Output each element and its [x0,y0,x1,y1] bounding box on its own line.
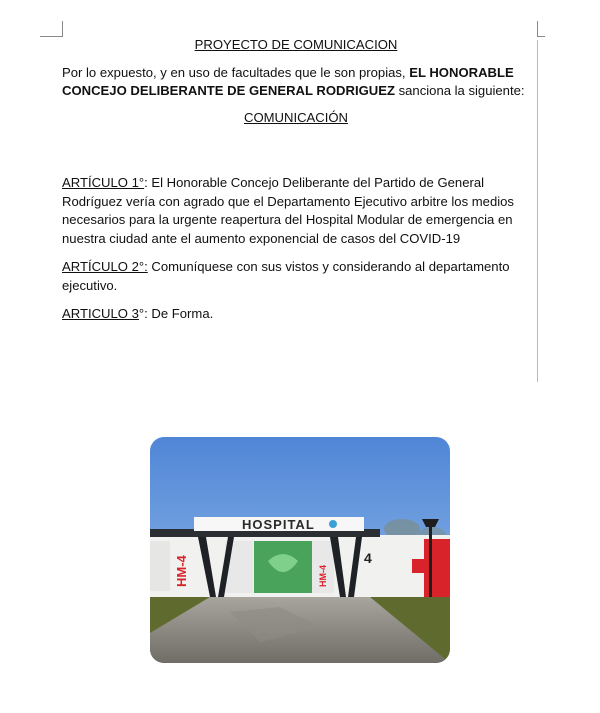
crop-mark-top-right-vertical [537,21,538,37]
article-2 [62,258,530,295]
intro-text: Por lo expuesto, y en uso de facultades que le son propias, [62,64,410,80]
left-window [150,541,170,591]
intro-paragraph [62,64,530,101]
article-3-separator: °: [138,306,152,321]
hospital-sign-text: HOSPITAL [242,517,315,532]
module-label-left: HM-4 [174,555,189,587]
article-3-text: De Forma. [151,306,214,321]
hospital-photo [150,437,450,663]
module-label-door: HM-4 [318,565,328,587]
sign-logo [329,520,337,528]
intro-end-text: sanciona la siguiente: [394,83,525,98]
crop-mark-top-left-vertical [62,21,63,37]
crop-mark-top-left-horizontal [40,36,63,37]
article-1-label: ARTÍCULO 1° [62,175,145,190]
hospital-photo-illustration [150,437,450,663]
article-2-label: ARTÍCULO 2°: [62,259,148,274]
article-1 [62,174,530,248]
article-3-label: ARTICULO 3 [62,306,139,321]
intro-bold-text: EL HONORABLE CONCEJO DELIBERANTE DE GENERAL RODRIGUEZ [62,64,514,98]
document-subtitle: COMUNICACIÓN [243,109,349,125]
article-2-text: Comuníquese con sus vistos y considerando al departamento ejecutivo. [62,259,510,293]
document-title: PROYECTO DE COMUNICACION [194,37,398,52]
article-1-text: El Honorable Concejo Deliberante del Partido de General Rodríguez vería con agrado que el Departamento Ejecutivo arbitre los medios necesarios para la urgente reapertura del Hospital Modular de emergencia en nuestra ciudad ante el aumento exponencial de casos del COVID-19 [62,175,514,246]
article-1-separator: : [144,175,152,190]
crop-mark-top-right-horizontal [537,36,545,37]
door-number: 4 [364,550,372,566]
right-margin-line [537,40,538,382]
article-3 [62,305,530,324]
document-body [62,36,530,324]
